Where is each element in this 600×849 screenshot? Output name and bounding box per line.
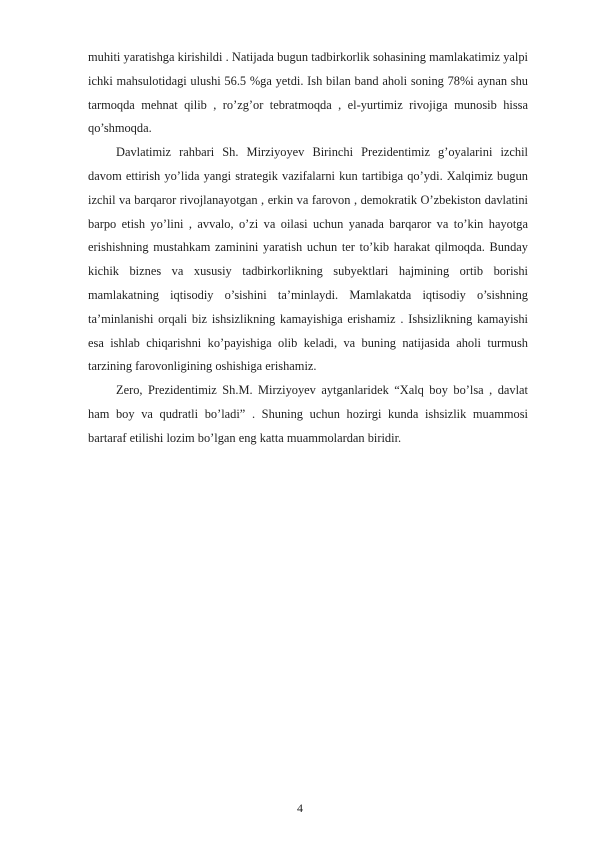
body-text [88, 46, 528, 451]
paragraph-2: Davlatimiz rahbari Sh. Mirziyoyev Birinchi Prezidentimiz g’oyalarini izchil davom ettirish yo’lida yangi strategik vazifalarni kun tartibiga qo’ydi. Xalqimiz bugun izchil va barqaror rivojlanayotgan , erkin va farovon , demokratik O’zbekiston davlatini barpo etish yo’lini , avvalo, o’zi va oilasi uchun yanada barqaror va to’kin hayotga erishishning mustahkam zaminini yaratish uchun ter to’kib harakat qilmoqda. Bunday kichik biznes va xususiy tadbirkorlikning subyektlari hajmining ortib borishi mamlakatning iqtisodiy o’sishini ta’minlaydi. Mamlakatda iqtisodiy o’sishning ta’minlanishi orqali biz ishsizlikning kamayishiga erishamiz . Ishsizlikning kamayishi esa ishlab chiqarishni ko’payishiga olib keladi, va buning natijasida aholi turmush tarzining farovonligining oshishiga erishamiz. [88, 145, 528, 374]
paragraph-1: muhiti yaratishga kirishildi . Natijada bugun tadbirkorlik sohasining mamlakatimiz yalpi ichki mahsulotidagi ulushi 56.5 %ga yetdi. Ish bilan band aholi soning 78%i aynan shu tarmoqda mehnat qilib , ro’zg’or tebratmoqda , el-yurtimiz rivojiga munosib hissa qo’shmoqda. [88, 50, 528, 136]
paragraph-3: Zero, Prezidentimiz Sh.M. Mirziyoyev aytganlaridek “Xalq boy bo’lsa , davlat ham boy va qudratli bo’ladi” . Shuning uchun hozirgi kunda ishsizlik muammosi bartaraf etilishi lozim bo’lgan eng katta muammolardan biridir. [88, 383, 528, 445]
page-number: 4 [297, 801, 303, 815]
